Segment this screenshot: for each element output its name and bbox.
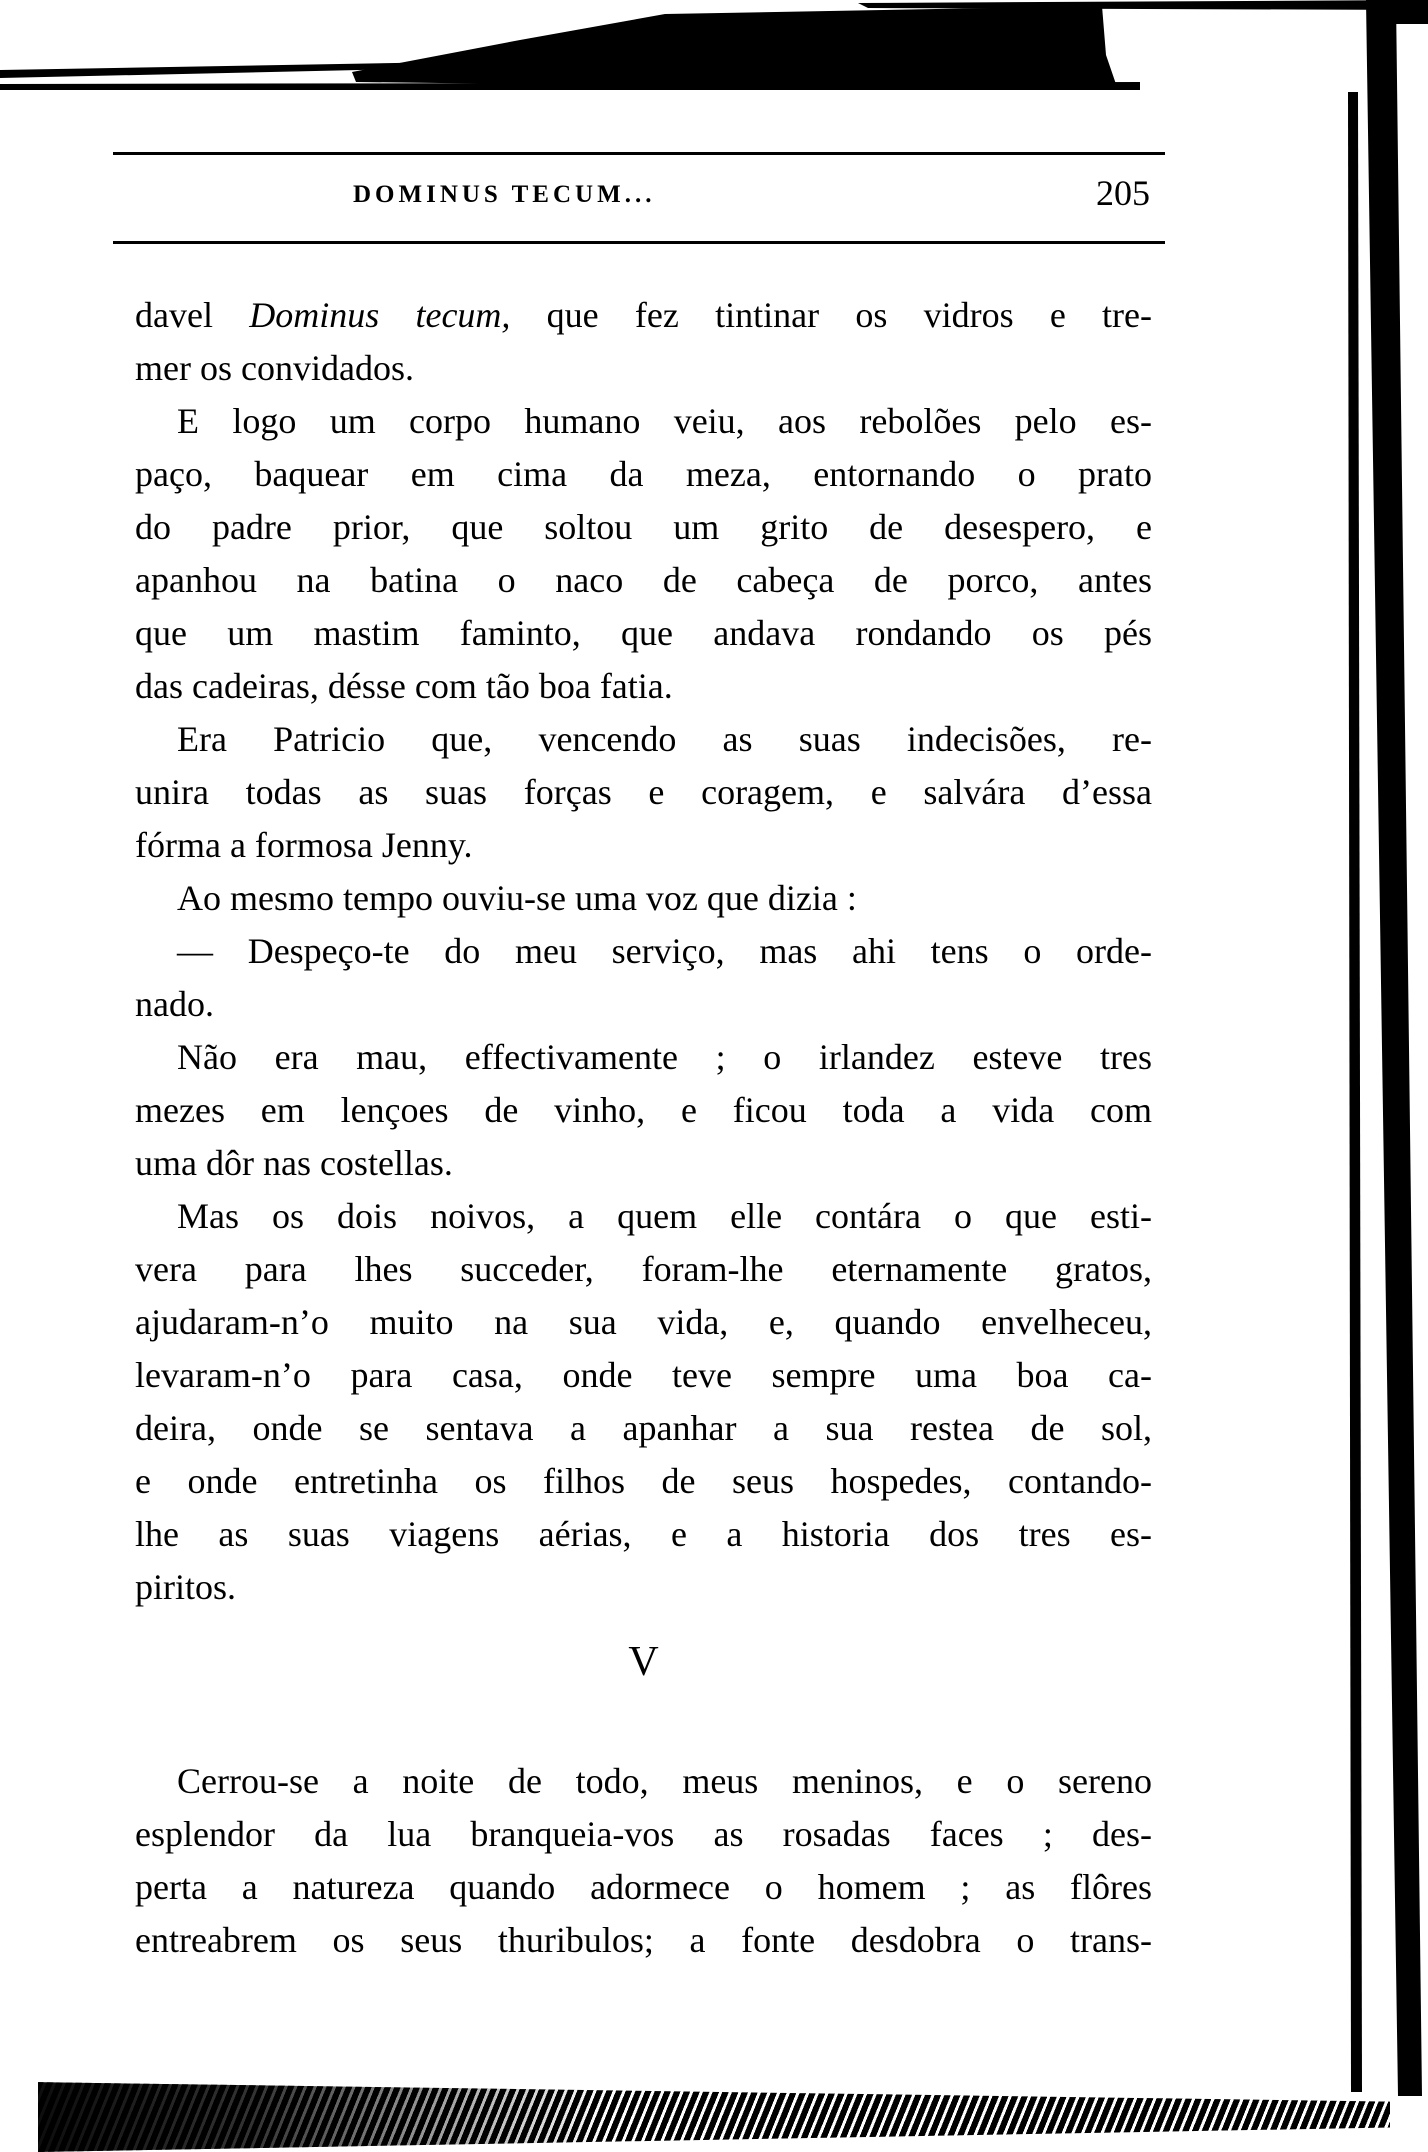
text-segment: esplendor da lua branqueia-vos as rosadas faces ; des- <box>135 1814 1152 1854</box>
text-line <box>135 1861 1152 1914</box>
text-line <box>135 1243 1152 1296</box>
text-segment: mer os convidados. <box>135 348 414 388</box>
text-line <box>135 1137 1152 1190</box>
running-title: DOMINUS TECUM... <box>353 181 656 208</box>
text-line <box>135 1349 1152 1402</box>
italic-text: Dominus tecum, <box>249 295 511 335</box>
text-segment: vera para lhes succeder, foram-lhe eternamente gratos, <box>135 1249 1152 1289</box>
text-segment: Não era mau, effectivamente ; o irlandez esteve tres <box>177 1037 1152 1077</box>
text-line <box>135 766 1152 819</box>
text-segment: levaram-n’o para casa, onde teve sempre uma boa ca- <box>135 1355 1152 1395</box>
text-segment: Mas os dois noivos, a quem elle contára o que esti- <box>177 1196 1152 1236</box>
text-segment: deira, onde se sentava a apanhar a sua restea de sol, <box>135 1408 1152 1448</box>
text-segment: paço, baquear em cima da meza, entornando o prato <box>135 454 1152 494</box>
text-segment: e onde entretinha os filhos de seus hospedes, contando- <box>135 1461 1152 1501</box>
text-line <box>135 1561 1152 1614</box>
header-rule-top <box>113 152 1165 155</box>
paragraph <box>135 395 1152 713</box>
text-line <box>135 395 1152 448</box>
text-segment: que fez tintinar os vidros e tre- <box>510 295 1153 335</box>
text-line <box>135 554 1152 607</box>
paragraph <box>135 713 1152 872</box>
text-segment: Ao mesmo tempo ouviu-se uma voz que dizia : <box>177 878 857 918</box>
section-heading: V <box>628 1639 659 1685</box>
text-line <box>135 1084 1152 1137</box>
text-line <box>135 1914 1152 1967</box>
paragraph <box>135 872 1152 925</box>
paragraph <box>135 1031 1152 1190</box>
text-segment: do padre prior, que soltou um grito de desespero, e <box>135 507 1152 547</box>
text-line <box>135 872 1152 925</box>
text-segment: fórma a formosa Jenny. <box>135 825 473 865</box>
text-line <box>135 1808 1152 1861</box>
top-edge-line <box>858 0 1428 10</box>
text-segment: das cadeiras, désse com tão boa fatia. <box>135 666 673 706</box>
text-segment: nado. <box>135 984 214 1024</box>
text-line <box>135 1031 1152 1084</box>
text-segment: lhe as suas viagens aérias, e a historia dos tres es- <box>135 1514 1152 1554</box>
text-segment: piritos. <box>135 1567 237 1607</box>
paragraph <box>135 1190 1152 1614</box>
text-segment: Cerrou-se a noite de todo, meus meninos, e o sereno <box>177 1761 1152 1801</box>
text-line <box>135 660 1152 713</box>
top-thin-line-full <box>0 82 1140 90</box>
text-line <box>135 342 1152 395</box>
text-segment: perta a natureza quando adormece o homem ; as flôres <box>135 1867 1152 1907</box>
text-line <box>135 1508 1152 1561</box>
text-line <box>135 1190 1152 1243</box>
text-line <box>135 501 1152 554</box>
text-line <box>135 289 1152 342</box>
page-edge-line <box>1348 92 1362 2092</box>
text-segment: que um mastim faminto, que andava rondando os pés <box>135 613 1152 653</box>
text-line <box>135 925 1152 978</box>
top-thin-line-left <box>0 62 452 78</box>
text-segment: — Despeço-te do meu serviço, mas ahi tens o orde- <box>177 931 1152 971</box>
page-body <box>135 289 1152 1967</box>
text-line <box>135 448 1152 501</box>
text-segment: apanhou na batina o naco de cabeça de porco, antes <box>135 560 1152 600</box>
text-segment: entreabrem os seus thuribulos; a fonte desdobra o trans- <box>135 1920 1152 1960</box>
text-segment: uma dôr nas costellas. <box>135 1143 453 1183</box>
text-line <box>135 1455 1152 1508</box>
paragraph <box>135 289 1152 395</box>
top-right-corner-blob <box>1392 0 1428 24</box>
paragraph <box>135 1755 1152 1967</box>
text-line <box>135 1402 1152 1455</box>
text-segment: unira todas as suas forças e coragem, e salvára d’essa <box>135 772 1152 812</box>
text-line <box>135 713 1152 766</box>
text-line <box>135 1296 1152 1349</box>
text-segment: mezes em lençoes de vinho, e ficou toda a vida com <box>135 1090 1152 1130</box>
text-segment: ajudaram-n’o muito na sua vida, e, quando envelheceu, <box>135 1302 1152 1342</box>
text-line <box>135 607 1152 660</box>
header-rule-bottom <box>113 241 1165 244</box>
paragraph <box>135 925 1152 1031</box>
spine-shadow-bar <box>1366 0 1422 2096</box>
top-ink-band <box>352 6 1118 90</box>
text-segment: Era Patricio que, vencendo as suas indecisões, re- <box>177 719 1152 759</box>
text-segment: E logo um corpo humano veiu, aos rebolões pelo es- <box>177 401 1152 441</box>
text-segment: davel <box>135 295 250 335</box>
text-line <box>135 1755 1152 1808</box>
page-header <box>135 172 1152 218</box>
page-number: 205 <box>1096 173 1150 213</box>
bottom-scan-band <box>38 2080 1390 2152</box>
text-line <box>135 819 1152 872</box>
text-line <box>135 978 1152 1031</box>
